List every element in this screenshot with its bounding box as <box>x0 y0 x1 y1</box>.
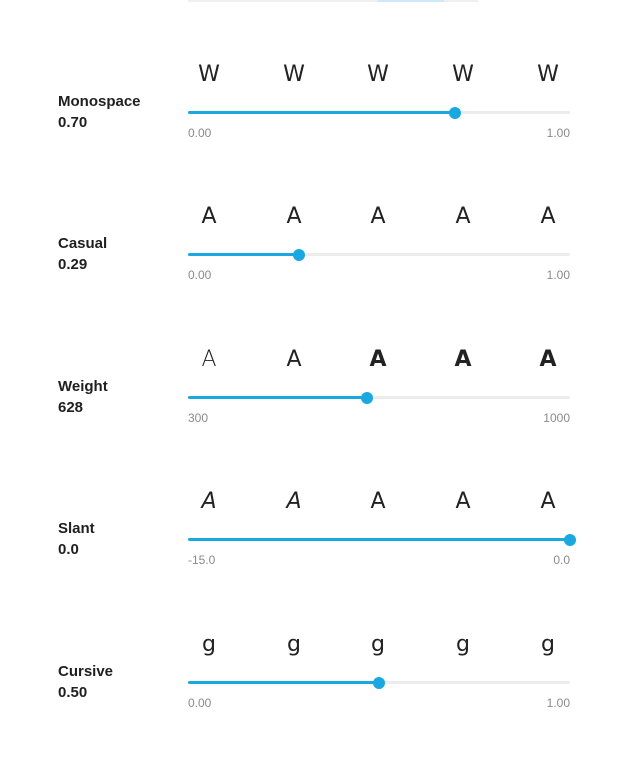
cursive-glyph-preview: g <box>287 632 301 657</box>
casual-min-label: 0.00 <box>188 268 212 282</box>
casual-glyph-preview: A <box>540 204 556 229</box>
slant-max-label: 0.0 <box>553 553 570 567</box>
weight-glyph-preview: A <box>201 347 217 372</box>
weight-glyph-preview: A <box>454 347 472 372</box>
weight-slider-thumb[interactable] <box>361 392 373 404</box>
monospace-value: 0.70 <box>58 114 88 131</box>
monospace-glyph-preview: W <box>537 62 559 87</box>
casual-label: Casual <box>58 235 108 252</box>
monospace-slider-fill <box>188 111 455 114</box>
monospace-slider-thumb[interactable] <box>449 107 461 119</box>
slant-value: 0.0 <box>58 541 79 558</box>
cursive-min-label: 0.00 <box>188 696 212 710</box>
monospace-max-label: 1.00 <box>546 126 570 140</box>
weight-value: 628 <box>58 399 84 416</box>
casual-glyph-preview: A <box>455 204 471 229</box>
slant-glyph-preview: A <box>540 489 556 514</box>
axis-section-casual <box>0 200 640 340</box>
monospace-glyph-preview: W <box>283 62 305 87</box>
cursive-glyph-preview: g <box>456 632 470 657</box>
casual-max-label: 1.00 <box>546 268 570 282</box>
weight-glyph-preview: A <box>369 347 387 372</box>
casual-value: 0.29 <box>58 256 88 273</box>
cursive-glyph-preview: g <box>541 632 555 657</box>
cursive-slider-track[interactable] <box>188 681 570 684</box>
monospace-glyph-preview: W <box>452 62 474 87</box>
cursive-label: Cursive <box>58 663 114 680</box>
weight-slider-fill <box>188 396 367 399</box>
slant-min-label: -15.0 <box>188 553 216 567</box>
weight-label: Weight <box>58 378 108 395</box>
casual-glyph-preview: A <box>370 204 386 229</box>
slant-glyph-preview: A <box>455 489 471 514</box>
slant-slider-thumb[interactable] <box>564 534 576 546</box>
slant-glyph-preview: A <box>286 489 302 514</box>
casual-slider-thumb[interactable] <box>293 249 305 261</box>
casual-slider-track[interactable] <box>188 253 570 256</box>
axis-section-slant <box>0 485 640 625</box>
axis-section-monospace <box>0 58 640 198</box>
axis-section-cursive <box>0 628 640 768</box>
monospace-min-label: 0.00 <box>188 126 212 140</box>
cursive-value: 0.50 <box>58 684 88 701</box>
monospace-slider-track[interactable] <box>188 111 570 114</box>
monospace-glyph-preview: W <box>367 62 389 87</box>
weight-min-label: 300 <box>188 411 209 425</box>
cursive-slider-thumb[interactable] <box>373 677 385 689</box>
casual-glyph-preview: A <box>286 204 302 229</box>
casual-glyph-preview: A <box>201 204 217 229</box>
top-divider-accent <box>378 0 444 2</box>
monospace-label: Monospace <box>58 93 141 110</box>
weight-slider-track[interactable] <box>188 396 570 399</box>
slant-glyph-preview: A <box>370 489 386 514</box>
slant-slider-fill <box>188 538 570 541</box>
weight-glyph-preview: A <box>286 347 302 372</box>
cursive-glyph-preview: g <box>371 632 385 657</box>
cursive-max-label: 1.00 <box>546 696 570 710</box>
axis-section-weight <box>0 343 640 483</box>
slant-label: Slant <box>58 520 95 537</box>
slant-glyph-preview: A <box>201 489 217 514</box>
weight-max-label: 1000 <box>543 411 570 425</box>
casual-slider-fill <box>188 253 299 256</box>
cursive-glyph-preview: g <box>202 632 216 657</box>
weight-glyph-preview: A <box>539 347 557 372</box>
slant-slider-track[interactable] <box>188 538 570 541</box>
cursive-slider-fill <box>188 681 379 684</box>
monospace-glyph-preview: W <box>198 62 220 87</box>
